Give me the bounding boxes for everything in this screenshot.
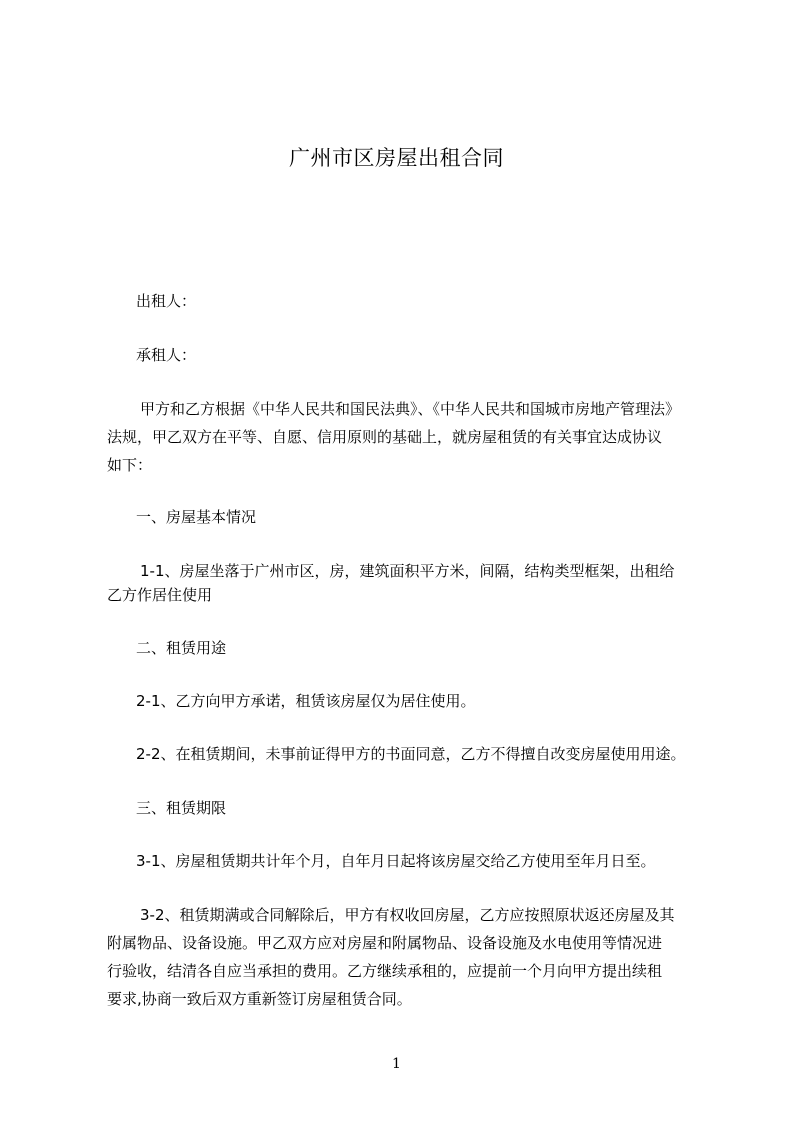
section-3-heading: 三、租赁期限 bbox=[136, 799, 227, 817]
clause-line: 要求,协商一致后双方重新签订房屋租赁合同。 bbox=[107, 990, 412, 1008]
clause-2-2: 2-2、在租赁期间，未事前证得甲方的书面同意，乙方不得擅自改变房屋使用用途。 bbox=[136, 745, 686, 763]
preamble-line: 甲方和乙方根据《中华人民共和国民法典》、《中华人民共和国城市房地产管理法》 bbox=[140, 400, 681, 418]
clause-line: 乙方作居住使用 bbox=[107, 586, 213, 604]
preamble-line: 法规，甲乙双方在平等、自愿、信用原则的基础上，就房屋租赁的有关事宜达成协议 bbox=[107, 428, 663, 446]
preamble-line: 如下： bbox=[107, 456, 153, 474]
page-number: 1 bbox=[392, 1056, 401, 1072]
lessee-label: 承租人： bbox=[136, 346, 197, 364]
clause-line: 3-2、租赁期满或合同解除后，甲方有权收回房屋，乙方应按照原状返还房屋及其 bbox=[140, 906, 675, 924]
document-title: 广州市区房屋出租合同 bbox=[289, 146, 504, 170]
clause-3-1: 3-1、房屋租赁期共计年个月，自年月日起将该房屋交给乙方使用至年月日至。 bbox=[136, 852, 656, 870]
clause-line: 附属物品、设备设施。甲乙双方应对房屋和附属物品、设备设施及水电使用等情况进 bbox=[107, 934, 663, 952]
clause-line: 1-1、房屋坐落于广州市区，房，建筑面积平方米，间隔，结构类型框架，出租给 bbox=[140, 562, 675, 580]
section-2-heading: 二、租赁用途 bbox=[136, 639, 227, 657]
section-1-heading: 一、房屋基本情况 bbox=[136, 508, 257, 526]
clause-line: 行验收，结清各自应当承担的费用。乙方继续承租的，应提前一个月向甲方提出续租 bbox=[107, 962, 663, 980]
clause-2-1: 2-1、乙方向甲方承诺，租赁该房屋仅为居住使用。 bbox=[136, 692, 476, 710]
lessor-label: 出租人： bbox=[136, 292, 197, 310]
